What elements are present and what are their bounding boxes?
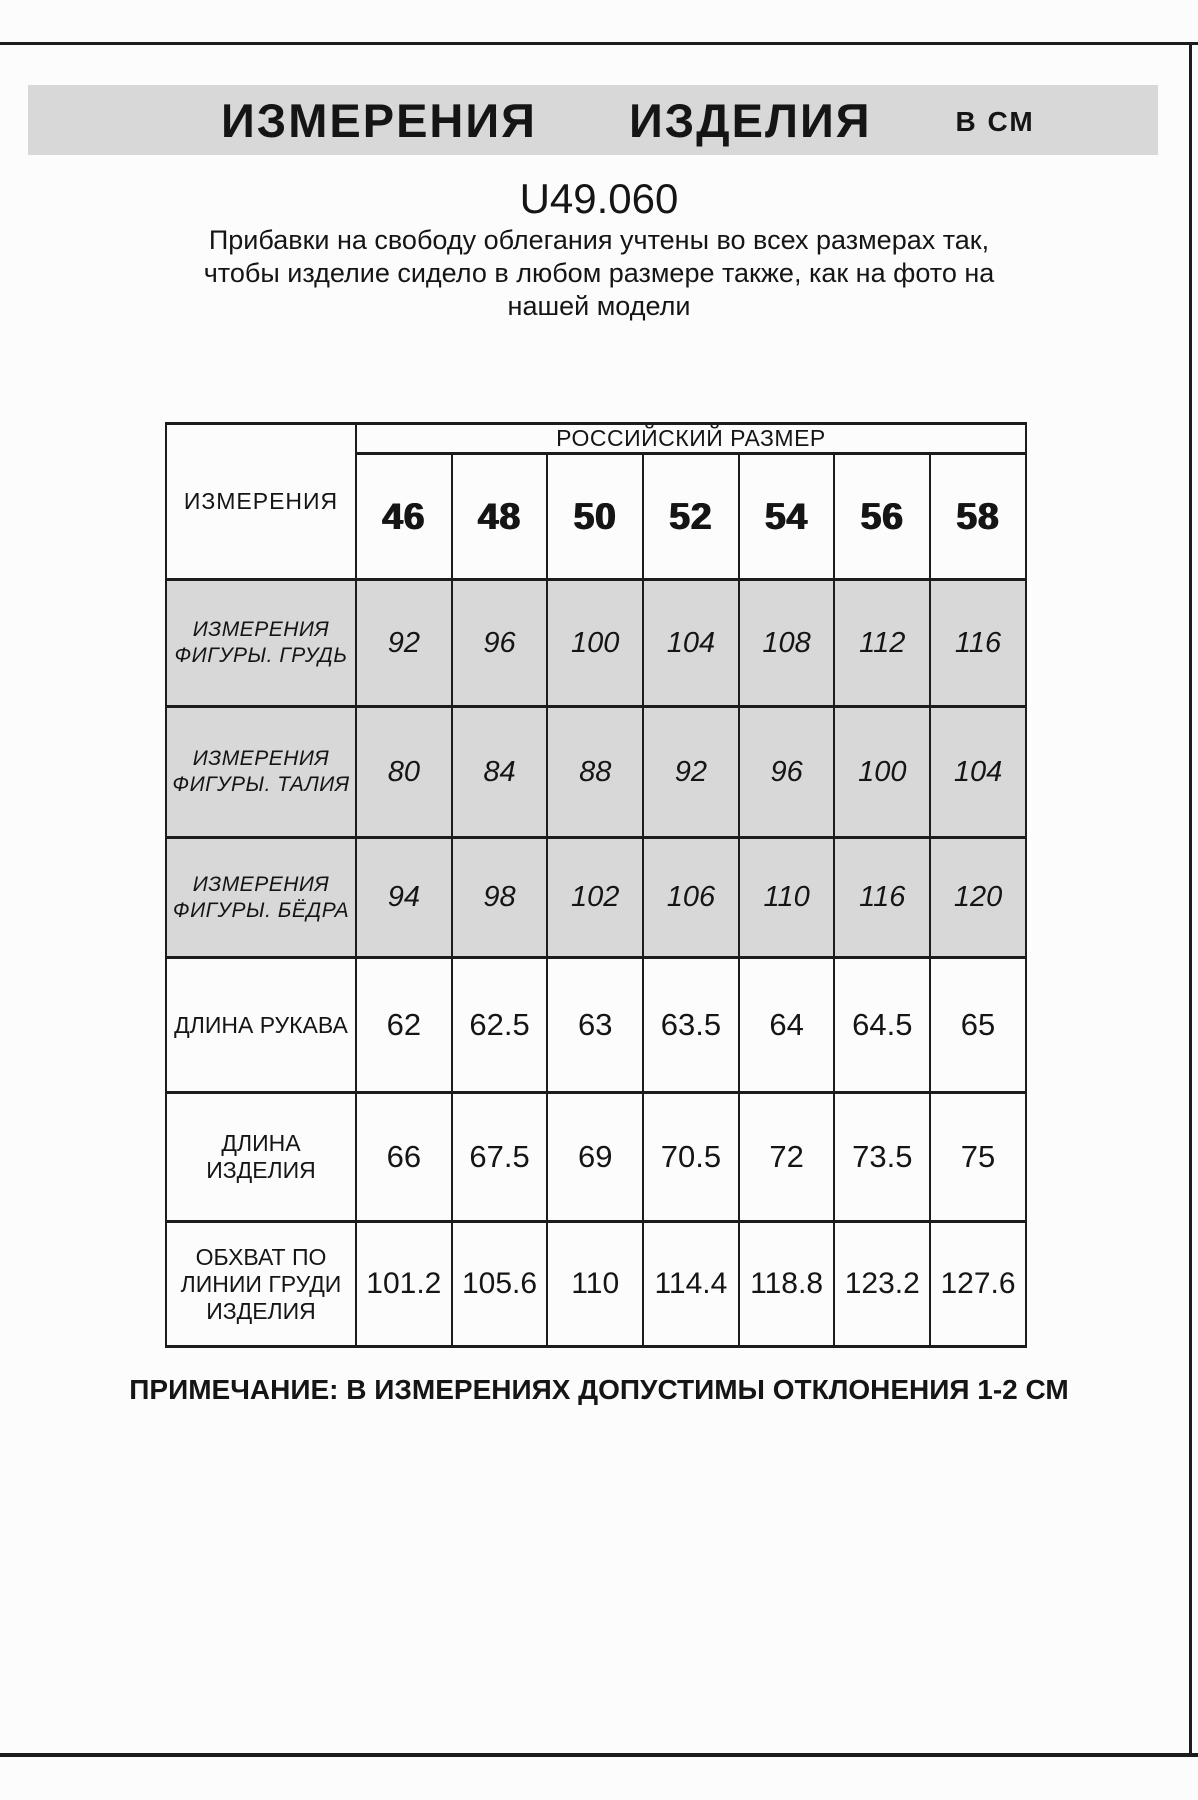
value-cell: 104 (643, 580, 739, 707)
value-cell: 75 (930, 1093, 1026, 1222)
value-cell: 118.8 (739, 1222, 835, 1347)
banner-unit-label: В СМ (955, 106, 1035, 137)
value-cell: 100 (834, 707, 930, 838)
row-label (166, 1093, 356, 1222)
value-cell: 66 (356, 1093, 452, 1222)
note-text: ПРИМЕЧАНИЕ: В ИЗМЕРЕНИЯХ ДОПУСТИМЫ ОТКЛОНЕНИЯ 1-2 СМ (129, 1374, 1069, 1405)
value-cell: 64.5 (834, 958, 930, 1093)
row-label (166, 838, 356, 958)
value-cell: 94 (356, 838, 452, 958)
value-cell: 88 (547, 707, 643, 838)
value-cell: 98 (452, 838, 548, 958)
value-cell: 63.5 (643, 958, 739, 1093)
row-label-line: ИЗМЕРЕНИЯ (192, 872, 330, 896)
value-cell: 92 (356, 580, 452, 707)
row-label-line: ИЗМЕРЕНИЯ (192, 747, 330, 770)
value-cell: 106 (643, 838, 739, 958)
value-cell: 62 (356, 958, 452, 1093)
intro-line: чтобы изделие сидело в любом размере также, как на фото на (203, 258, 995, 288)
value-cell: 112 (834, 580, 930, 707)
value-cell: 116 (834, 838, 930, 958)
banner-title-word-2: ИЗДЕЛИЯ (628, 93, 872, 147)
value-cell: 64 (739, 958, 835, 1093)
value-cell: 104 (930, 707, 1026, 838)
value-cell: 105.6 (452, 1222, 548, 1347)
row-label (166, 958, 356, 1093)
value-cell: 92 (643, 707, 739, 838)
table-row-figure-chest (166, 580, 1026, 707)
row-label-line: ИЗМЕРЕНИЯ (192, 618, 330, 641)
row-label-line: ДЛИНА ИЗДЕЛИЯ (206, 1130, 316, 1183)
row-label (166, 580, 356, 707)
banner-title-word-1: ИЗМЕРЕНИЯ (221, 93, 537, 147)
value-cell: 80 (356, 707, 452, 838)
corner-header-cell: ИЗМЕРЕНИЯ (166, 424, 356, 580)
value-cell: 96 (739, 707, 835, 838)
value-cell: 123.2 (834, 1222, 930, 1347)
page-frame-bottom-line (0, 1753, 1198, 1757)
size-header-cell: 58 (930, 454, 1026, 580)
table-row-item-length (166, 1093, 1026, 1222)
table-header-row-group (166, 424, 1026, 454)
table-row-figure-waist (166, 707, 1026, 838)
size-table (165, 422, 1027, 1348)
value-cell: 96 (452, 580, 548, 707)
size-header-cell: 50 (547, 454, 643, 580)
row-label-line: ДЛИНА РУКАВА (174, 1011, 348, 1038)
size-header-cell: 52 (643, 454, 739, 580)
table-row-figure-hips (166, 838, 1026, 958)
intro-line: Прибавки на свободу облегания учтены во всех размерах так, (208, 225, 990, 255)
value-cell: 67.5 (452, 1093, 548, 1222)
value-cell: 63 (547, 958, 643, 1093)
row-label-line: ФИГУРЫ. БЁДРА (172, 898, 350, 922)
row-label-line: ЛИНИИ ГРУДИ (180, 1270, 342, 1297)
value-cell: 73.5 (834, 1093, 930, 1222)
row-label-line: ОБХВАТ ПО (195, 1243, 327, 1270)
intro-text (0, 224, 1198, 323)
row-label-line: ИЗДЕЛИЯ (206, 1297, 316, 1324)
value-cell: 84 (452, 707, 548, 838)
value-cell: 116 (930, 580, 1026, 707)
intro-line: нашей модели (507, 291, 691, 321)
value-cell: 62.5 (452, 958, 548, 1093)
row-label-line: ФИГУРЫ. ТАЛИЯ (172, 773, 350, 796)
value-cell: 110 (547, 1222, 643, 1347)
page-frame-top-line (0, 42, 1198, 45)
value-cell: 114.4 (643, 1222, 739, 1347)
value-cell: 70.5 (643, 1093, 739, 1222)
article-code: U49.060 (519, 175, 679, 222)
value-cell: 69 (547, 1093, 643, 1222)
row-label-line: ФИГУРЫ. ГРУДЬ (174, 644, 348, 667)
value-cell: 65 (930, 958, 1026, 1093)
group-header-cell: РОССИЙСКИЙ РАЗМЕР (356, 424, 1026, 454)
size-header-cell: 46 (356, 454, 452, 580)
title-banner (28, 85, 1158, 155)
value-cell: 100 (547, 580, 643, 707)
table-row-chest-girth (166, 1222, 1026, 1347)
value-cell: 101.2 (356, 1222, 452, 1347)
size-header-cell: 54 (739, 454, 835, 580)
value-cell: 120 (930, 838, 1026, 958)
row-label (166, 707, 356, 838)
value-cell: 110 (739, 838, 835, 958)
value-cell: 72 (739, 1093, 835, 1222)
size-header-cell: 56 (834, 454, 930, 580)
table-row-sleeve-length (166, 958, 1026, 1093)
size-header-cell: 48 (452, 454, 548, 580)
value-cell: 102 (547, 838, 643, 958)
value-cell: 108 (739, 580, 835, 707)
row-label (166, 1222, 356, 1347)
value-cell: 127.6 (930, 1222, 1026, 1347)
